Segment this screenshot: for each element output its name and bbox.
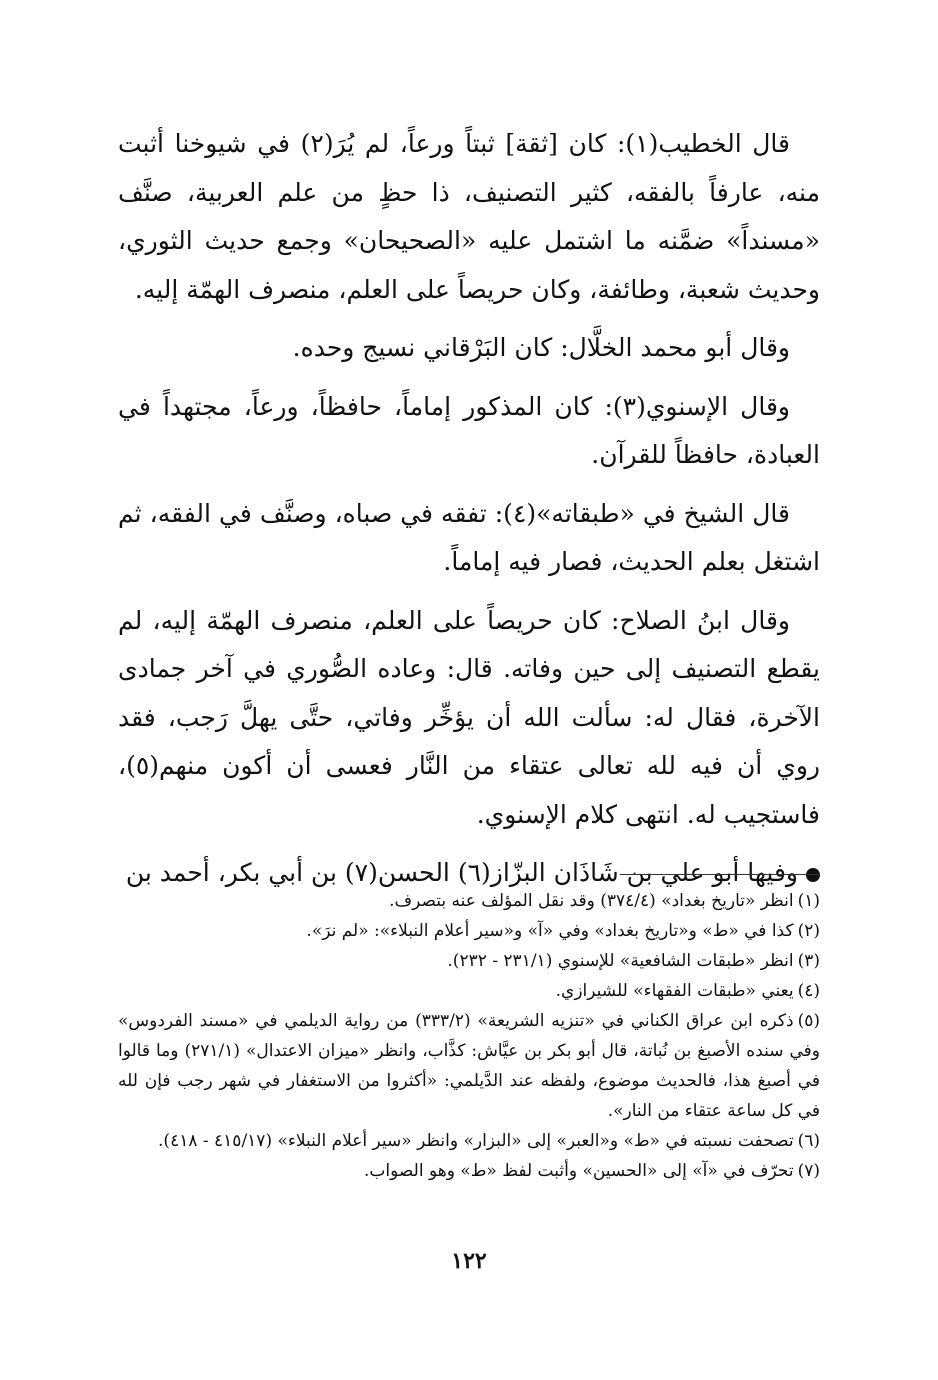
footnote-5 bbox=[118, 1006, 820, 1126]
footnote-text: تصحفت نسبته في «ط» و«العبر» إلى «البزار» وانظر «سير أعلام النبلاء» (٤١٥/١٧ - ٤١٨). bbox=[158, 1131, 794, 1151]
paragraph-al-isnawi: وقال الإسنوي(٣): كان المذكور إماماً، حافظاً، ورعاً، مجتهداً في العبادة، حافظاً للقرآن. bbox=[118, 391, 820, 469]
footnote-number: (٣) bbox=[797, 951, 820, 971]
paragraph-ibn-al-salah: وقال ابنُ الصلاح: كان حريصاً على العلم، منصرف الهمّة إليه، لم يقطع التصنيف إلى حين وفاته. قال: وعاده الصُّوري في آخر جمادى الآخرة، فقال له: سألت الله أن يؤخِّر وفاتي، حتَّى يهلَّ رَجب، فقد روي أن فيه لله تعالى عتقاء من النَّار فعسى أن أكون منهم(٥)، فاستجيب له. انتهى كلام الإسنوي. bbox=[118, 605, 820, 829]
footnote-number: (٢) bbox=[797, 921, 820, 941]
footnote-number: (٤) bbox=[797, 981, 820, 1001]
footnote-divider bbox=[620, 874, 820, 875]
footnotes bbox=[118, 886, 820, 1186]
footnote-4 bbox=[118, 976, 820, 1006]
paragraph-al-khallal: وقال أبو محمد الخلَّال: كان البَرْقاني نسيج وحده. bbox=[292, 333, 790, 362]
footnote-7 bbox=[118, 1156, 820, 1186]
footnote-3 bbox=[118, 946, 820, 976]
footnote-number: (٦) bbox=[797, 1131, 820, 1151]
paragraph-al-khatib: قال الخطيب(١): كان [ثقة] ثبتاً ورعاً، لم يُرَ(٢) في شيوخنا أثبت منه، عارفاً بالفقه، كثير التصنيف، ذا حظٍ من علم العربية، صنَّف «مسنداً» ضمَّنه ما اشتمل عليه «الصحيحان» وجمع حديث الثوري، وحديث شعبة، وطائفة، وكان حريصاً على العلم، منصرف الهمّة إليه. bbox=[118, 129, 820, 304]
footnote-6 bbox=[118, 1126, 820, 1156]
main-text bbox=[118, 120, 820, 898]
footnote-text: يعني «طبقات الفقهاء» للشيرازي. bbox=[555, 981, 794, 1001]
footnote-text: تحرّف في «آ» إلى «الحسين» وأثبت لفظ «ط» وهو الصواب. bbox=[363, 1161, 794, 1181]
footnote-text: انظر «طبقات الشافعية» للإسنوي (٢٣١/١ - ٢٣٢). bbox=[447, 951, 794, 971]
footnote-number: (٥) bbox=[797, 1011, 820, 1031]
bullet-entry-text: وفيها أبو علي بن شَاذَان البزّاز(٦) الحسن(٧) بن أبي بكر، أحمد بن bbox=[125, 858, 798, 887]
footnote-number: (٧) bbox=[797, 1161, 820, 1181]
paragraph-al-shaykh: قال الشيخ في «طبقاته»(٤): تفقه في صباه، وصنَّف في الفقه، ثم اشتغل بعلم الحديث، فصار فيه إماماً. bbox=[118, 498, 820, 576]
footnote-text: كذا في «ط» و«تاريخ بغداد» وفي «آ» و«سير أعلام النبلاء»: «لم نرَ». bbox=[306, 921, 794, 941]
footnote-1 bbox=[118, 886, 820, 916]
footnote-2 bbox=[118, 916, 820, 946]
footnote-text: ذكره ابن عراق الكناني في «تنزيه الشريعة» (٣٣٣/٢) من رواية الديلمي في «مسند الفردوس» وفي سنده الأصبغ بن نُباتة، قال أبو بكر بن عيَّاش: كذَّاب، وانظر «ميزان الاعتدال» (٢٧١/١) وما قالوا في أصبغ هذا، فالحديث موضوع، ولفظه عند الدَّيلمي: «أكثروا من الاستغفار في شهر رجب فإن لله في كل ساعة عتقاء من النار». bbox=[118, 1011, 820, 1121]
page-number: ١٢٢ bbox=[451, 1248, 487, 1274]
footnote-text: انظر «تاريخ بغداد» (٣٧٤/٤) وقد نقل المؤلف عنه بتصرف. bbox=[389, 891, 794, 911]
footnote-number: (١) bbox=[797, 891, 820, 911]
